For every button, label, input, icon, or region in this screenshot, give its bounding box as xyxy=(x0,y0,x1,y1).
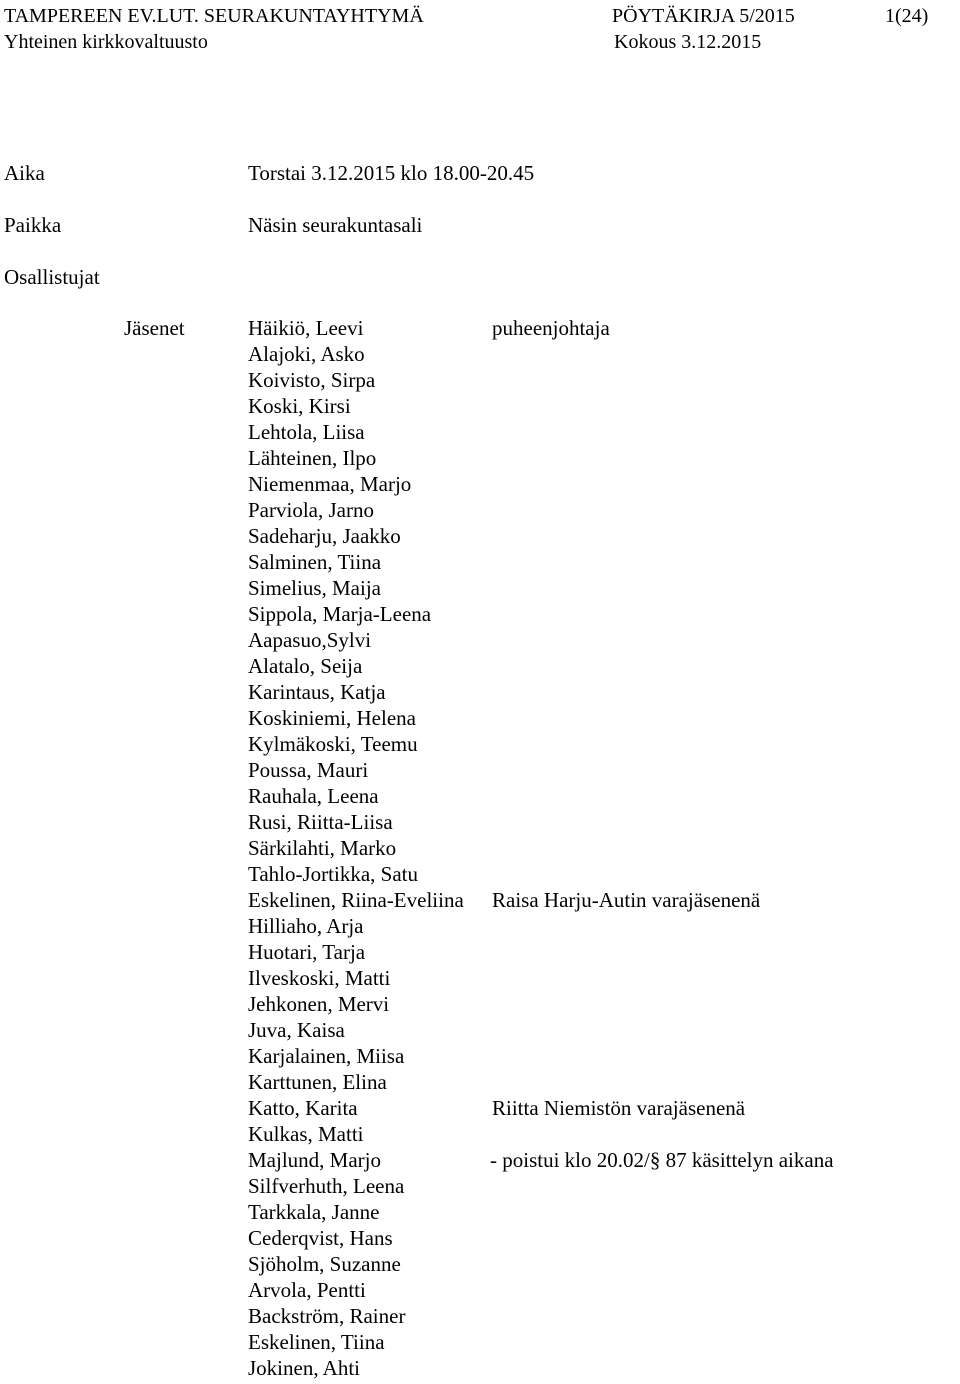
member-name: Jehkonen, Mervi xyxy=(248,992,390,1016)
member-row xyxy=(248,471,948,497)
place-label: Paikka xyxy=(4,213,62,237)
member-name: Karttunen, Elina xyxy=(248,1070,387,1094)
member-name: Poussa, Mauri xyxy=(248,758,369,782)
member-name: Karintaus, Katja xyxy=(248,680,386,704)
member-name: Ilveskoski, Matti xyxy=(248,966,391,990)
member-name: Koivisto, Sirpa xyxy=(248,368,376,392)
member-name: Majlund, Marjo xyxy=(248,1148,381,1172)
member-name: Huotari, Tarja xyxy=(248,940,366,964)
member-row xyxy=(248,627,948,653)
member-row xyxy=(248,757,948,783)
member-name: Sippola, Marja-Leena xyxy=(248,602,432,626)
member-row xyxy=(248,679,948,705)
member-row xyxy=(248,991,948,1017)
member-row xyxy=(248,887,948,913)
member-name: Häikiö, Leevi xyxy=(248,316,364,340)
member-row xyxy=(248,497,948,523)
members-label: Jäsenet xyxy=(124,316,185,340)
member-name: Eskelinen, Tiina xyxy=(248,1330,385,1354)
member-name: Rusi, Riitta-Liisa xyxy=(248,810,393,834)
member-name: Kulkas, Matti xyxy=(248,1122,364,1146)
body-name: Yhteinen kirkkovaltuusto xyxy=(4,31,208,53)
member-row xyxy=(248,861,948,887)
member-row xyxy=(248,1251,948,1277)
member-row xyxy=(248,1043,948,1069)
organization-name: TAMPEREEN EV.LUT. SEURAKUNTAYHTYMÄ xyxy=(4,5,424,27)
member-name: Cederqvist, Hans xyxy=(248,1226,393,1250)
member-name: Parviola, Jarno xyxy=(248,498,374,522)
meeting-date: Kokous 3.12.2015 xyxy=(614,31,762,53)
member-name: Silfverhuth, Leena xyxy=(248,1174,405,1198)
member-row xyxy=(248,601,948,627)
member-row xyxy=(248,1017,948,1043)
member-name: Hilliaho, Arja xyxy=(248,914,364,938)
member-row xyxy=(248,1355,948,1381)
page-number: 1(24) xyxy=(885,5,929,27)
member-name: Sadeharju, Jaakko xyxy=(248,524,401,548)
member-name: Alajoki, Asko xyxy=(248,342,365,366)
member-name: Särkilahti, Marko xyxy=(248,836,397,860)
member-note: puheenjohtaja xyxy=(492,316,610,340)
member-row xyxy=(248,1121,948,1147)
member-name: Tahlo-Jortikka, Satu xyxy=(248,862,418,886)
member-row xyxy=(248,939,948,965)
member-row xyxy=(248,1147,948,1173)
member-row xyxy=(248,575,948,601)
member-row xyxy=(248,549,948,575)
member-name: Arvola, Pentti xyxy=(248,1278,366,1302)
member-row xyxy=(248,315,948,341)
member-name: Backström, Rainer xyxy=(248,1304,406,1328)
member-row xyxy=(248,1095,948,1121)
member-name: Sjöholm, Suzanne xyxy=(248,1252,401,1276)
member-name: Simelius, Maija xyxy=(248,576,381,600)
member-name: Lähteinen, Ilpo xyxy=(248,446,377,470)
member-name: Karjalainen, Miisa xyxy=(248,1044,405,1068)
member-note: Raisa Harju-Autin varajäsenenä xyxy=(492,888,761,912)
member-row xyxy=(248,1225,948,1251)
member-name: Koskiniemi, Helena xyxy=(248,706,416,730)
member-row xyxy=(248,341,948,367)
member-name: Salminen, Tiina xyxy=(248,550,382,574)
member-row xyxy=(248,653,948,679)
member-row xyxy=(248,1303,948,1329)
member-name: Kylmäkoski, Teemu xyxy=(248,732,418,756)
member-row xyxy=(248,367,948,393)
member-row xyxy=(248,445,948,471)
member-row xyxy=(248,1069,948,1095)
member-name: Eskelinen, Riina-Eveliina xyxy=(248,888,464,912)
member-row xyxy=(248,965,948,991)
member-name: Katto, Karita xyxy=(248,1096,358,1120)
time-label: Aika xyxy=(4,161,45,185)
document-number: PÖYTÄKIRJA 5/2015 xyxy=(612,5,795,27)
participants-label: Osallistujat xyxy=(4,265,100,289)
member-name: Niemenmaa, Marjo xyxy=(248,472,412,496)
member-note: Riitta Niemistön varajäsenenä xyxy=(492,1096,746,1120)
member-note: - poistui klo 20.02/§ 87 käsittelyn aikana xyxy=(490,1148,834,1172)
member-row xyxy=(248,809,948,835)
time-value: Torstai 3.12.2015 klo 18.00-20.45 xyxy=(248,161,535,185)
member-row xyxy=(248,393,948,419)
member-row xyxy=(248,1277,948,1303)
member-name: Alatalo, Seija xyxy=(248,654,363,678)
member-name: Juva, Kaisa xyxy=(248,1018,345,1042)
member-name: Rauhala, Leena xyxy=(248,784,379,808)
member-name: Aapasuo,Sylvi xyxy=(248,628,372,652)
member-row xyxy=(248,1173,948,1199)
member-row xyxy=(248,731,948,757)
member-row xyxy=(248,705,948,731)
members-list xyxy=(248,315,948,1381)
member-name: Tarkkala, Janne xyxy=(248,1200,380,1224)
member-row xyxy=(248,1199,948,1225)
member-row xyxy=(248,523,948,549)
member-row xyxy=(248,835,948,861)
member-name: Jokinen, Ahti xyxy=(248,1356,361,1380)
member-row xyxy=(248,1329,948,1355)
member-row xyxy=(248,783,948,809)
member-row xyxy=(248,913,948,939)
place-value: Näsin seurakuntasali xyxy=(248,213,423,237)
member-name: Lehtola, Liisa xyxy=(248,420,365,444)
member-name: Koski, Kirsi xyxy=(248,394,351,418)
member-row xyxy=(248,419,948,445)
